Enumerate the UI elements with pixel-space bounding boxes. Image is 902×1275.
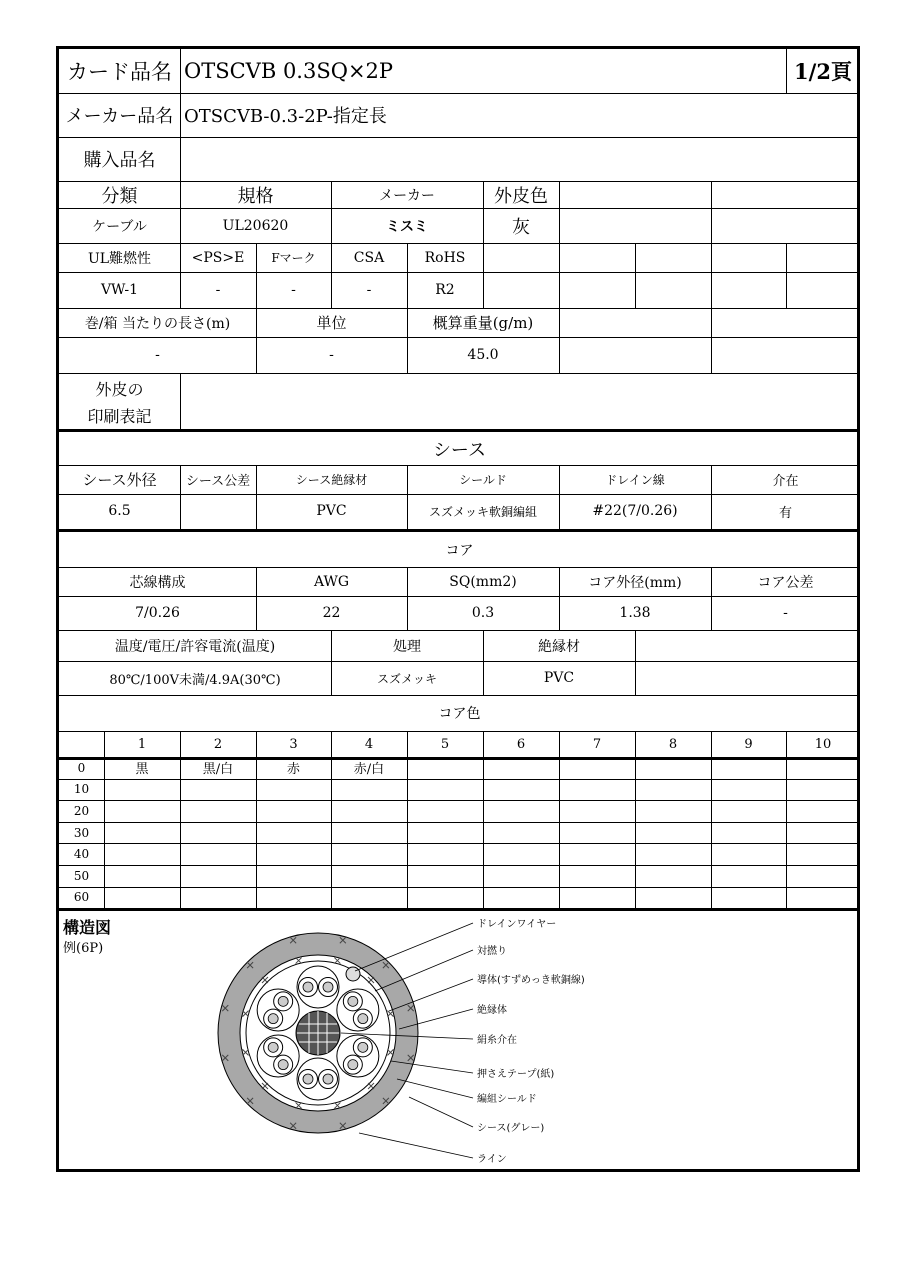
core-color-cell	[483, 779, 559, 801]
core-color-cell	[104, 843, 180, 865]
callout-label: 編組シールド	[477, 1094, 537, 1105]
core-header-strand: 芯線構成	[129, 574, 186, 591]
core-color-cell	[786, 800, 860, 822]
core-color-column-header: 4	[364, 736, 374, 752]
conductor	[268, 1014, 278, 1024]
sheath-value-filler: 有	[778, 505, 792, 521]
conductor	[358, 1042, 368, 1052]
core-color-cell	[635, 887, 711, 909]
conductor	[278, 1060, 288, 1070]
core-color-cell	[635, 843, 711, 865]
rule	[180, 373, 181, 429]
cert-value-fmark: -	[291, 282, 296, 298]
core-color-cell	[483, 887, 559, 909]
drain-wire	[346, 967, 360, 981]
core-color-cell	[786, 865, 860, 887]
core-color-cell	[180, 887, 256, 909]
card-name-label: カード品名	[67, 60, 172, 84]
core-color-title: コア色	[438, 706, 481, 722]
core-color-cell	[104, 779, 180, 801]
core-header-sq: SQ(mm2)	[449, 573, 517, 590]
conductor	[323, 1074, 333, 1084]
callout-label: 絹糸介在	[477, 1035, 517, 1046]
callout-labels	[477, 918, 585, 1165]
rule	[180, 243, 181, 308]
core-color-row-label: 40	[73, 847, 90, 862]
core-color-cell	[559, 757, 635, 779]
rule	[559, 567, 560, 630]
callout-label: シース(グレー)	[477, 1123, 545, 1134]
conductor	[323, 982, 333, 992]
rule	[483, 630, 484, 695]
core-value-tolerance: -	[783, 605, 788, 621]
core-color-cell	[180, 800, 256, 822]
rule	[483, 243, 484, 308]
temp-header-rating: 温度/電圧/許容電流(温度)	[114, 638, 276, 655]
core-color-cell	[407, 800, 483, 822]
core-color-cell	[104, 865, 180, 887]
core-color-cell	[331, 843, 407, 865]
core-color-cell	[711, 757, 786, 779]
cert-value-csa: -	[366, 282, 372, 298]
rule	[711, 308, 712, 373]
core-color-cell	[786, 887, 860, 909]
core-color-cell	[256, 822, 331, 844]
core-color-cell: 赤	[286, 762, 300, 778]
cert-header-ul: UL難燃性	[87, 250, 152, 267]
core-color-column-header: 10	[814, 736, 832, 752]
core-color-cell	[331, 800, 407, 822]
length-header-unit: 単位	[316, 314, 347, 332]
rule	[59, 908, 860, 911]
sheath-header-drain: ドレイン線	[605, 473, 665, 487]
core-color-row-label: 50	[73, 868, 90, 883]
print-label-line1: 外皮の	[95, 379, 144, 399]
callout-label: 導体(すずめっき軟銅線)	[477, 975, 585, 986]
core-color-cell	[711, 887, 786, 909]
print-label-line2: 印刷表記	[87, 407, 152, 426]
core-color-cell	[256, 843, 331, 865]
sheath-value-shield: スズメッキ軟銅編組	[428, 504, 537, 519]
core-color-cell	[256, 865, 331, 887]
core-color-cell	[331, 779, 407, 801]
core-color-cell	[786, 779, 860, 801]
core-color-column-header: 9	[744, 736, 753, 752]
leader-line	[397, 1079, 473, 1098]
callout-label: 対撚り	[477, 946, 507, 957]
page-number: 1/2頁	[794, 59, 852, 84]
core-color-column-header: 6	[516, 736, 526, 752]
sheath-header-filler: 介在	[772, 474, 799, 489]
rule	[711, 567, 712, 630]
temp-header-insulation: 絶縁材	[538, 638, 580, 655]
core-color-cell	[483, 757, 559, 779]
rule	[407, 243, 408, 308]
leader-line	[359, 1133, 473, 1158]
rule	[559, 181, 560, 243]
rule	[59, 596, 860, 597]
callout-label: 絶縁体	[477, 1005, 507, 1016]
core-color-cell	[711, 865, 786, 887]
rule	[180, 49, 181, 181]
rule	[635, 630, 636, 695]
cert-value-ul: VW-1	[100, 282, 139, 298]
rule	[180, 465, 181, 529]
callout-label: ドレインワイヤー	[477, 919, 557, 930]
rule	[59, 337, 860, 338]
core-color-column-header: 3	[289, 736, 298, 752]
cert-header-csa: CSA	[353, 249, 385, 266]
rule	[483, 181, 484, 243]
purchase-part-label: 購入品名	[83, 150, 156, 171]
core-color-cell	[104, 822, 180, 844]
rule	[59, 529, 860, 532]
core-color-cell	[635, 757, 711, 779]
core-color-cell	[559, 887, 635, 909]
spec-header-color: 外皮色	[494, 185, 548, 207]
card-name-value: OTSCVB 0.3SQ×2P	[184, 59, 394, 83]
sheath-value-insulation: PVC	[316, 503, 347, 519]
core-value-sq: 0.3	[471, 605, 495, 621]
sheath-header-shield: シールド	[459, 473, 507, 487]
core-color-cell	[559, 822, 635, 844]
rule	[256, 308, 257, 373]
rule	[180, 181, 181, 243]
sheath-header-outer-diameter: シース外径	[82, 471, 157, 489]
cert-header-rohs: RoHS	[424, 249, 466, 266]
rule	[559, 243, 560, 308]
core-color-cell	[711, 779, 786, 801]
spec-sheet	[56, 46, 860, 1172]
core-color-cell	[256, 800, 331, 822]
cert-value-pse: -	[215, 282, 221, 298]
spec-value-category: ケーブル	[92, 218, 147, 235]
rule	[59, 661, 860, 662]
spec-header-standard: 規格	[237, 185, 274, 207]
callout-label: ライン	[477, 1154, 507, 1165]
spec-value-standard: UL20620	[222, 217, 289, 234]
rule	[256, 465, 257, 529]
core-color-column-header: 1	[137, 736, 147, 752]
conductor	[358, 1014, 368, 1024]
core-color-row-label: 20	[73, 803, 90, 818]
conductor	[348, 1060, 358, 1070]
rule	[59, 429, 860, 432]
rule	[407, 308, 408, 373]
rule	[256, 567, 257, 630]
length-header-weight: 概算重量(g/m)	[432, 314, 534, 332]
sheath-title: シース	[432, 439, 487, 461]
core-color-cell	[635, 822, 711, 844]
maker-part-label: メーカー品名	[65, 106, 174, 127]
sheath-header-insulation: シース絶縁材	[295, 473, 368, 487]
core-color-cell	[407, 822, 483, 844]
core-color-cell	[559, 843, 635, 865]
structure-title: 構造図	[63, 917, 112, 937]
cert-header-pse: <PS>E	[191, 249, 245, 266]
core-color-cell	[104, 800, 180, 822]
core-color-cell: 赤/白	[353, 762, 385, 778]
spec-value-maker: ミスミ	[386, 218, 428, 235]
core-color-cell	[180, 843, 256, 865]
core-title: コア	[445, 543, 474, 559]
rule	[711, 243, 712, 308]
core-color-cell	[180, 779, 256, 801]
rule	[331, 181, 332, 243]
cert-value-rohs: R2	[435, 282, 455, 298]
core-color-cell	[711, 822, 786, 844]
length-value-weight: 45.0	[467, 347, 499, 363]
conductor	[303, 1074, 313, 1084]
core-color-column-header: 2	[213, 736, 223, 752]
leader-line	[409, 1097, 473, 1127]
sheath-value-drain: #22(7/0.26)	[592, 503, 678, 519]
sheath-value-tolerance	[180, 494, 256, 528]
core-color-cell	[331, 822, 407, 844]
core-header-awg: AWG	[313, 573, 350, 590]
core-header-outer-diameter: コア外径(mm)	[588, 574, 682, 591]
core-color-cell	[711, 843, 786, 865]
length-header-per-box: 巻/箱 当たりの長さ(m)	[84, 315, 231, 332]
core-color-cell	[407, 887, 483, 909]
core-color-cell	[635, 800, 711, 822]
spec-header-maker: メーカー	[379, 187, 435, 204]
core-color-cell	[331, 887, 407, 909]
temp-value-rating: 80℃/100V未満/4.9A(30℃)	[109, 672, 281, 688]
core-color-cell: 黒	[135, 762, 149, 778]
rule	[711, 465, 712, 529]
core-value-awg: 22	[322, 605, 341, 621]
core-color-cell	[104, 887, 180, 909]
core-color-cell	[635, 779, 711, 801]
core-color-column-header: 5	[440, 736, 450, 752]
core-value-outer-diameter: 1.38	[619, 605, 651, 621]
core-color-cell	[407, 865, 483, 887]
rule	[407, 567, 408, 630]
core-color-cell	[635, 865, 711, 887]
core-color-cell	[483, 822, 559, 844]
callout-label: 押さえテープ(紙)	[477, 1069, 555, 1080]
temp-value-treatment: スズメッキ	[376, 671, 437, 686]
rule	[559, 465, 560, 529]
rule	[59, 695, 860, 696]
core-color-cell	[483, 865, 559, 887]
structure-subtitle: 例(6P)	[63, 940, 104, 955]
length-value-unit: -	[329, 347, 334, 363]
conductor	[278, 996, 288, 1006]
conductor	[268, 1042, 278, 1052]
sheath-header-tolerance: シース公差	[185, 474, 251, 489]
rule	[59, 630, 860, 631]
length-value-per-box: -	[155, 347, 160, 363]
rule	[331, 630, 332, 695]
maker-part-value: OTSCVB-0.3-2P-指定長	[184, 106, 387, 127]
temp-value-insulation: PVC	[543, 670, 575, 686]
temp-header-treatment: 処理	[393, 638, 421, 655]
core-color-column-header: 8	[668, 736, 678, 752]
core-color-cell	[559, 865, 635, 887]
core-color-cell	[483, 800, 559, 822]
core-color-cell	[559, 779, 635, 801]
core-color-row-label: 60	[73, 890, 90, 905]
core-color-cell	[407, 757, 483, 779]
core-color-cell	[786, 843, 860, 865]
core-color-cell	[331, 865, 407, 887]
spec-value-color: 灰	[512, 216, 530, 238]
core-color-cell	[407, 779, 483, 801]
rule	[635, 243, 636, 308]
core-color-cell	[786, 822, 860, 844]
core-color-row-label: 0	[77, 760, 86, 775]
core-color-row-label: 10	[73, 782, 90, 797]
core-color-cell: 黒/白	[202, 762, 234, 778]
core-color-cell	[256, 887, 331, 909]
leader-line	[355, 923, 473, 971]
rule	[407, 465, 408, 529]
rule	[59, 308, 860, 309]
core-color-column-header: 7	[592, 736, 602, 752]
rule	[786, 243, 787, 308]
spec-header-category: 分類	[101, 185, 138, 207]
rule	[559, 308, 560, 373]
rule	[331, 243, 332, 308]
cert-header-fmark: Fマーク	[271, 251, 316, 265]
core-color-cell	[256, 779, 331, 801]
rule	[711, 181, 712, 243]
core-color-cell	[711, 800, 786, 822]
rule	[256, 243, 257, 308]
rule	[59, 567, 860, 568]
core-value-strand: 7/0.26	[135, 605, 180, 621]
conductor	[303, 982, 313, 992]
sheath-value-outer-diameter: 6.5	[108, 503, 131, 519]
purchase-part-value	[180, 137, 860, 181]
core-color-cell	[180, 865, 256, 887]
rule	[786, 49, 787, 93]
core-color-cell	[180, 822, 256, 844]
core-color-cell	[786, 757, 860, 779]
core-header-tolerance: コア公差	[757, 574, 814, 591]
core-color-cell	[483, 843, 559, 865]
cable-cross-section-diagram	[59, 911, 860, 1172]
core-color-row-label: 30	[73, 825, 90, 840]
core-color-cell	[559, 800, 635, 822]
conductor	[348, 996, 358, 1006]
core-color-cell	[407, 843, 483, 865]
